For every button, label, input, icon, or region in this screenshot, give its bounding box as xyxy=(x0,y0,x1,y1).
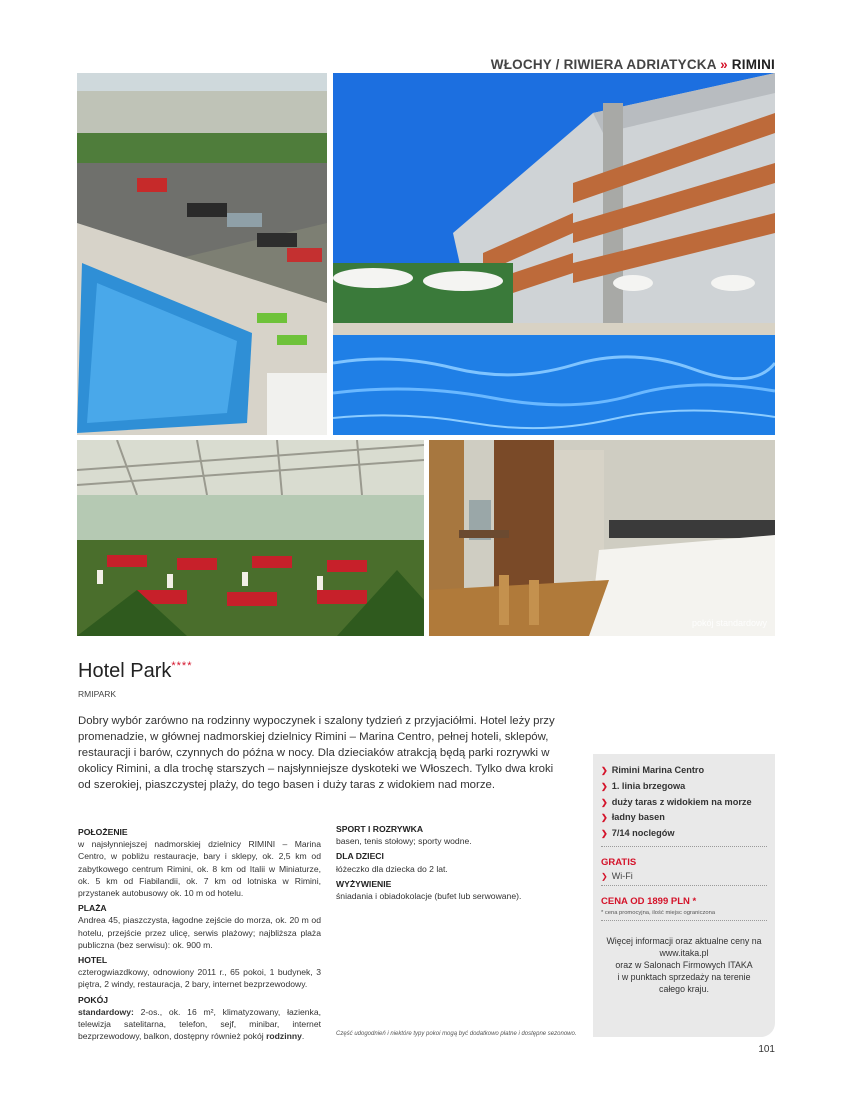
hotel-name: Hotel Park xyxy=(78,660,172,682)
more-info-line: całego kraju. xyxy=(659,983,709,994)
breadcrumb-region: WŁOCHY / RIWIERA ADRIATYCKA xyxy=(490,57,717,72)
details-column-2 xyxy=(336,823,581,902)
rooms-family: rodzinny xyxy=(266,1031,302,1042)
more-info-line: Więcej informacji oraz aktualne ceny na xyxy=(606,935,762,946)
photo-aerial-pool xyxy=(77,73,327,435)
details-column-1 xyxy=(78,823,321,1042)
price-note: * cena promocyjna, ilość miejsc ograniczona xyxy=(601,909,716,916)
gratis-heading: GRATIS xyxy=(601,856,637,868)
photo-terrace-restaurant xyxy=(77,440,424,636)
feature-item: ❯ Rimini Marina Centro xyxy=(601,763,775,779)
breadcrumb-city: RIMINI xyxy=(731,57,775,72)
location-text: w najsłynniejszej nadmorskiej dzielnicy RIMINI – Marina Centro, w pobliżu restauracje, bary i sklepy, ok. 2,5 km od zabytkowego centrum Rimini, ok. 8 km od Italii w Miniaturze, ok. 5 km od Fiabilandii, ok. 7 km od lotniska w Rimini, przystanek autobusowy ok. 10 m od hotelu. xyxy=(78,839,321,899)
availability-note: Część udogodnień i niektóre typy pokoi mogą być dodatkowo płatne i dostępne sezonowo. xyxy=(336,1031,577,1037)
hotel-text: czterogwiazdkowy, odnowiony 2011 r., 65 pokoi, 1 budynek, 3 piętra, 2 windy, restauracja, 2 bary, internet bezprzewodowy. xyxy=(78,967,321,990)
feature-item: ❯ 7/14 noclegów xyxy=(601,826,775,842)
beach-text: Andrea 45, piaszczysta, łagodne zejście do morza, ok. 20 m od hotelu, przejście przez ulicę, serwis plażowy; najbliższa plaża publiczna (bez serwisu): ok. 900 m. xyxy=(78,915,321,950)
divider xyxy=(601,846,767,847)
photo-hotel-pool xyxy=(333,73,775,435)
divider xyxy=(601,920,767,921)
hotel-intro: Dobry wybór zarówno na rodzinny wypoczynek i szalony tydzień z przyjaciółmi. Hotel leży przy promenadzie, w głównej nadmorskiej dzielnicy Rimini – Marina Centro, pełnej hoteli, sklepów, restauracji i barów, czynnych do późna w nocy. Dla dzieciaków atrakcją będą parki rozrywki w okolicy Rimini, a dla trochę starszych – najsłynniejsze dyskoteki we Włoszech. Tylko dwa kroki od szerokiej, piaszczystej plaży, do tego basen i duży taras z widokiem nad morze. xyxy=(78,715,555,791)
highlights-sidebar xyxy=(593,754,775,1037)
hotel-stars: **** xyxy=(171,660,193,672)
sport-heading: SPORT I ROZRYWKA xyxy=(336,824,424,834)
rooms-end: . xyxy=(301,1031,305,1042)
rooms-description: 2-os., ok. 16 m², klimatyzowany, łazienka, telewizja satelitarna, telefon, sejf, minibar, internet bezprzewodowy, balkon, dostępny również pokój xyxy=(78,1006,321,1042)
divider xyxy=(601,885,767,886)
feature-item: ❯ 1. linia brzegowa xyxy=(601,779,775,795)
feature-list xyxy=(593,754,775,842)
location-heading: POŁOŻENIE xyxy=(78,827,128,837)
more-info xyxy=(593,935,775,995)
price-heading: CENA OD 1899 PLN * xyxy=(601,895,697,907)
more-info-line: oraz w Salonach Firmowych ITAKA xyxy=(615,959,753,970)
feature-item: ❯ ładny basen xyxy=(601,810,775,826)
more-info-line: i w punktach sprzedaży na terenie xyxy=(617,971,751,982)
more-info-website[interactable]: www.itaka.pl xyxy=(659,947,709,958)
sport-text: basen, tenis stołowy; sporty wodne. xyxy=(336,836,472,847)
food-heading: WYŻYWIENIE xyxy=(336,878,392,889)
kids-text: łóżeczko dla dziecka do 2 lat. xyxy=(336,863,448,874)
hotel-title xyxy=(78,660,193,683)
gratis-item: ❯ Wi-Fi xyxy=(593,871,775,881)
breadcrumb xyxy=(491,57,775,72)
beach-heading: PLAŻA xyxy=(78,903,107,914)
page-number: 101 xyxy=(758,1044,775,1055)
room-photo-caption: pokój standardowy xyxy=(691,618,767,628)
photo-standard-room xyxy=(429,440,775,636)
kids-heading: DLA DZIECI xyxy=(336,851,384,862)
rooms-heading: POKÓJ xyxy=(78,994,109,1005)
breadcrumb-separator: » xyxy=(720,57,728,72)
rooms-label: standardowy: xyxy=(78,1006,134,1017)
hotel-heading: HOTEL xyxy=(78,955,108,966)
feature-item: ❯ duży taras z widokiem na morze xyxy=(601,795,775,811)
hotel-code: RMIPARK xyxy=(78,689,117,699)
rooms-text xyxy=(78,1006,321,1043)
food-text: śniadania i obiadokolacje (bufet lub serwowane). xyxy=(336,891,522,902)
